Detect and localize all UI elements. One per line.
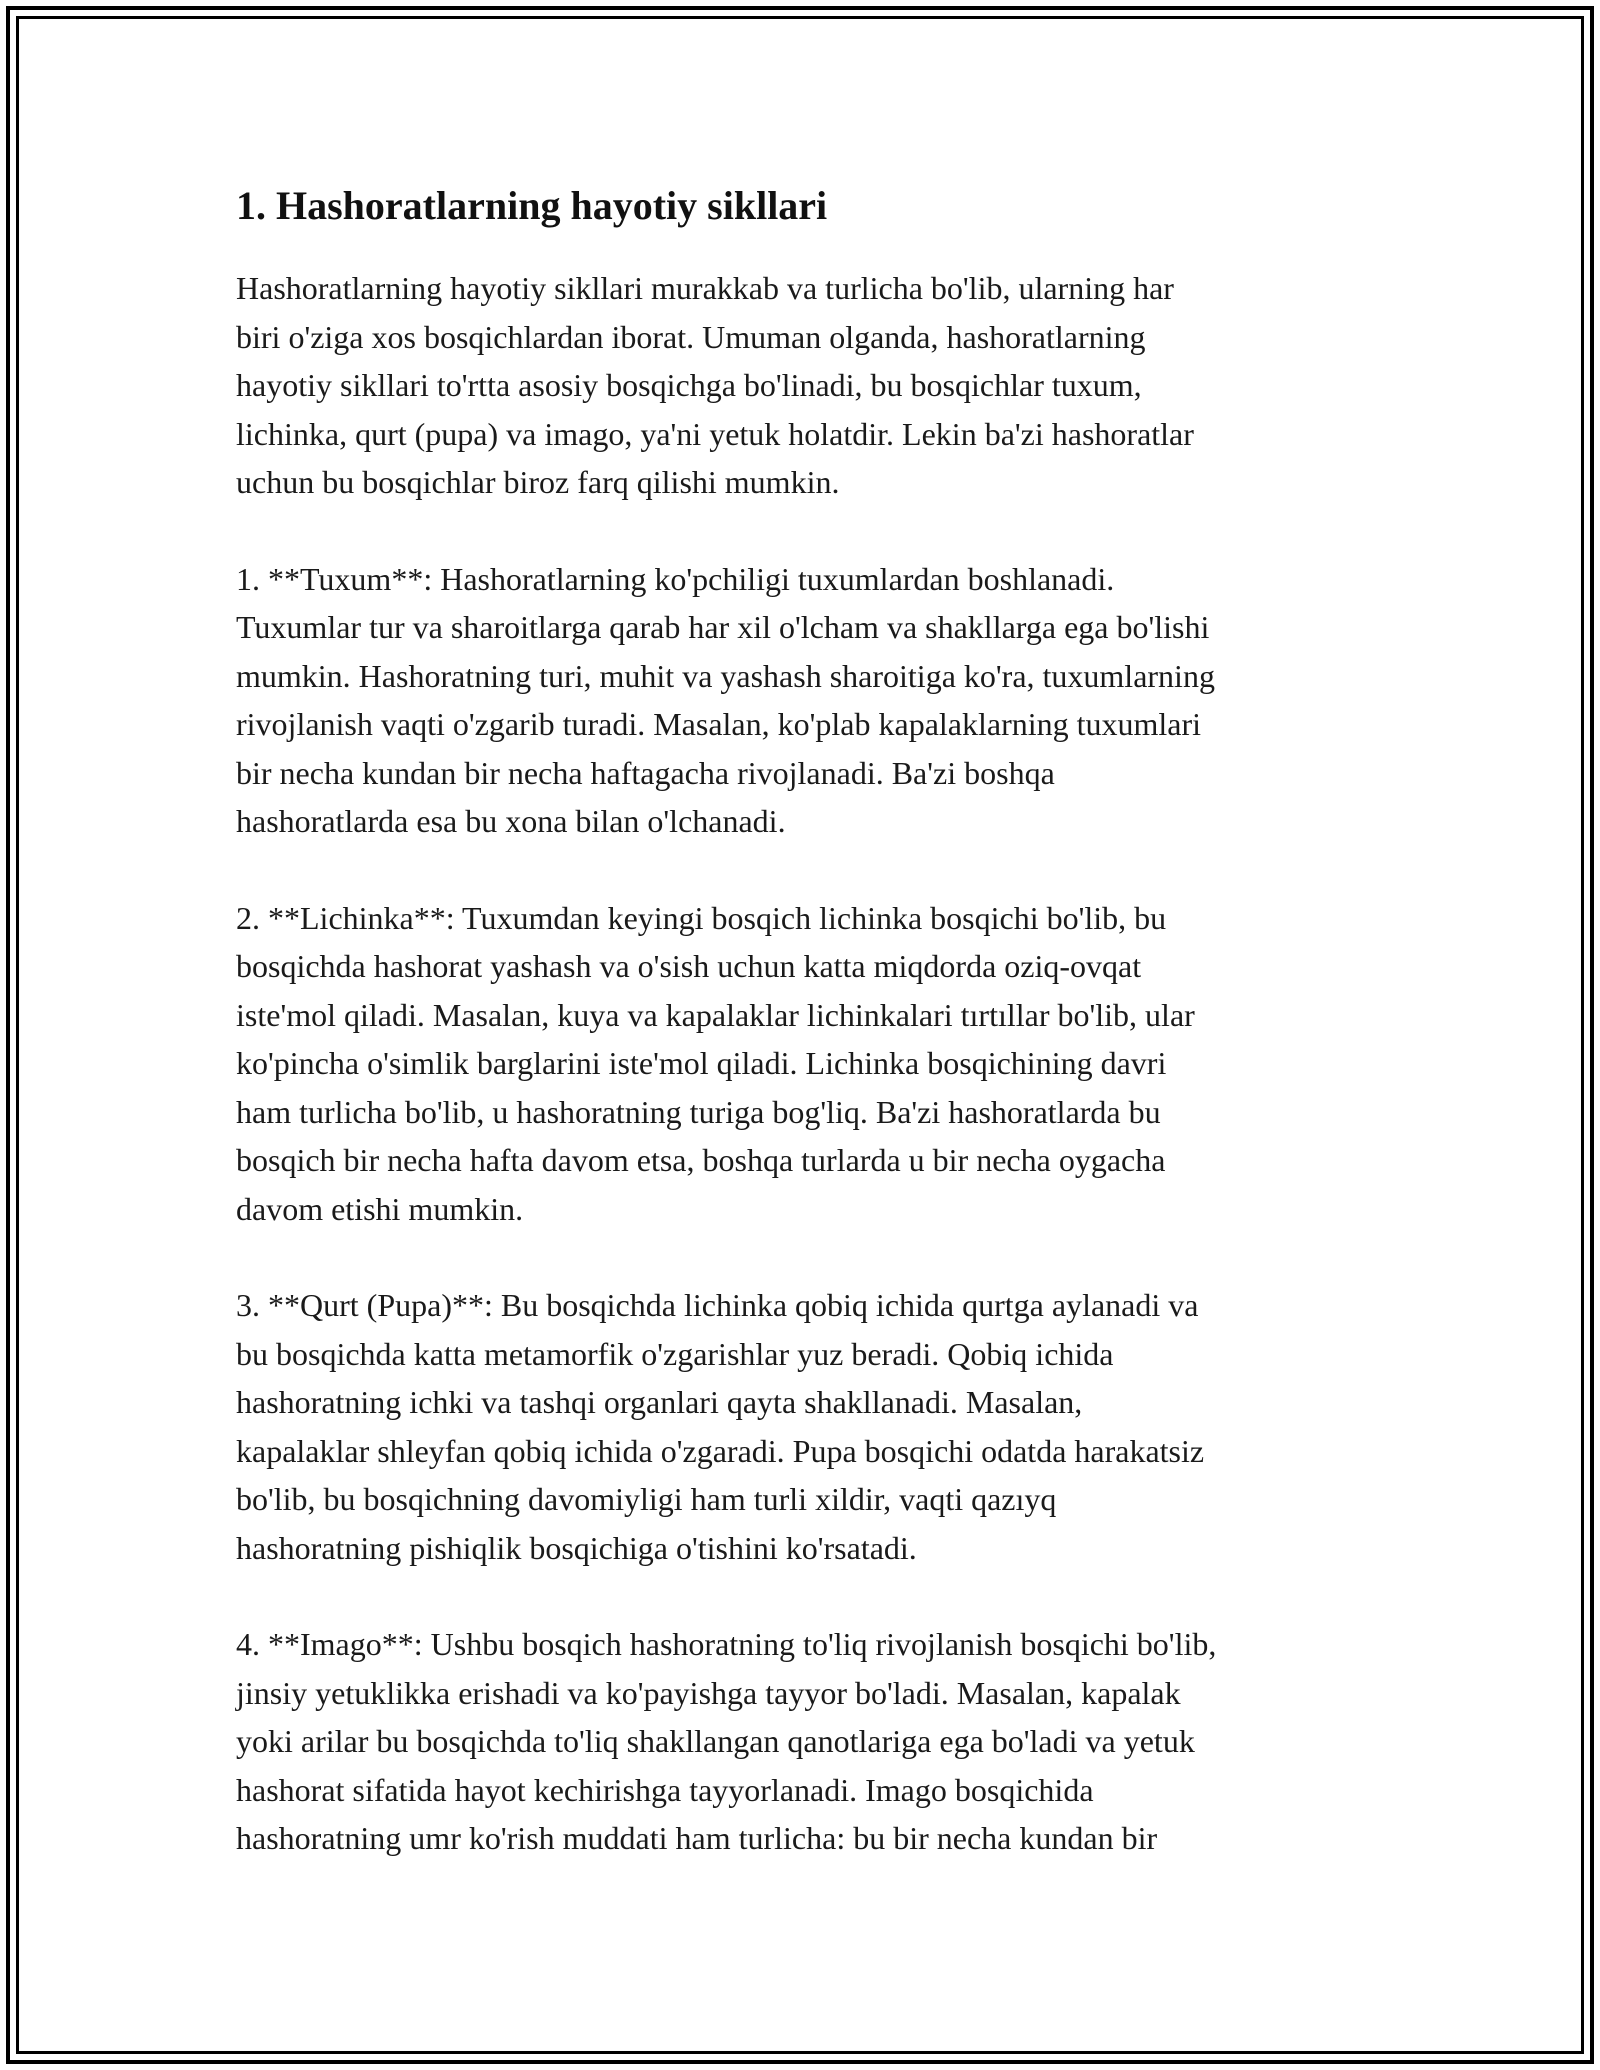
section-heading: 1. Hashoratlarning hayotiy sikllari <box>236 183 828 228</box>
paragraph-imago: 4. **Imago**: Ushbu bosqich hashoratning to'liq rivojlanish bosqichi bo'lib, jinsiy yetuklikka erishadi va ko'payishga tayyor bo'ladi. Masalan, kapalak yoki arilar bu bosqichda to'liq shakllangan qanotlariga ega bo'ladi va yetuk hashorat sifatida hayot kechirishga tayyorlanadi. Imago bosqichida hashoratning umr ko'rish muddati ham turlicha: bu bir necha kundan bir <box>236 1626 1217 1856</box>
paragraph-lichinka: 2. **Lichinka**: Tuxumdan keyingi bosqich lichinka bosqichi bo'lib, bu bosqichda hashorat yashash va o'sish uchun katta miqdorda oziq-ovqat iste'mol qiladi. Masalan, kuya va kapalaklar lichinkalari tırtıllar bo'lib, ular ko'pincha o'simlik barglarini iste'mol qiladi. Lichinka bosqichining davri ham turlicha bo'lib, u hashoratning turiga bog'liq. Ba'zi hashoratlarda bu bosqich bir necha hafta davom etsa, boshqa turlarda u bir necha oygacha davom etishi mumkin. <box>236 899 1195 1227</box>
document-body <box>236 180 1376 1911</box>
intro-paragraph: Hashoratlarning hayotiy sikllari murakkab va turlicha bo'lib, ularning har biri o'ziga xos bosqichlardan iborat. Umuman olganda, hashoratlarning hayotiy sikllari to'rtta asosiy bosqichga bo'linadi, bu bosqichlar tuxum, lichinka, qurt (pupa) va imago, ya'ni yetuk holatdir. Lekin ba'zi hashoratlar uchun bu bosqichlar biroz farq qilishi mumkin. <box>236 270 1194 500</box>
paragraph-qurt-pupa: 3. **Qurt (Pupa)**: Bu bosqichda lichinka qobiq ichida qurtga aylanadi va bu bosqichda katta metamorfik o'zgarishlar yuz beradi. Qobiq ichida hashoratning ichki va tashqi organlari qayta shakllanadi. Masalan, kapalaklar shleyfan qobiq ichida o'zgaradi. Pupa bosqichi odatda harakatsiz bo'lib, bu bosqichning davomiyligi ham turli xildir, vaqti qazıyq hashoratning pishiqlik bosqichiga o'tishini ko'rsatadi. <box>236 1287 1205 1566</box>
paragraph-tuxum: 1. **Tuxum**: Hashoratlarning ko'pchiligi tuxumlardan boshlanadi. Tuxumlar tur va sharoitlarga qarab har xil o'lcham va shakllarga ega bo'lishi mumkin. Hashoratning turi, muhit va yashash sharoitiga ko'ra, tuxumlarning rivojlanish vaqti o'zgarib turadi. Masalan, ko'plab kapalaklarning tuxumlari bir necha kundan bir necha haftagacha rivojlanadi. Ba'zi boshqa hashoratlarda esa bu xona bilan o'lchanadi. <box>236 560 1215 839</box>
